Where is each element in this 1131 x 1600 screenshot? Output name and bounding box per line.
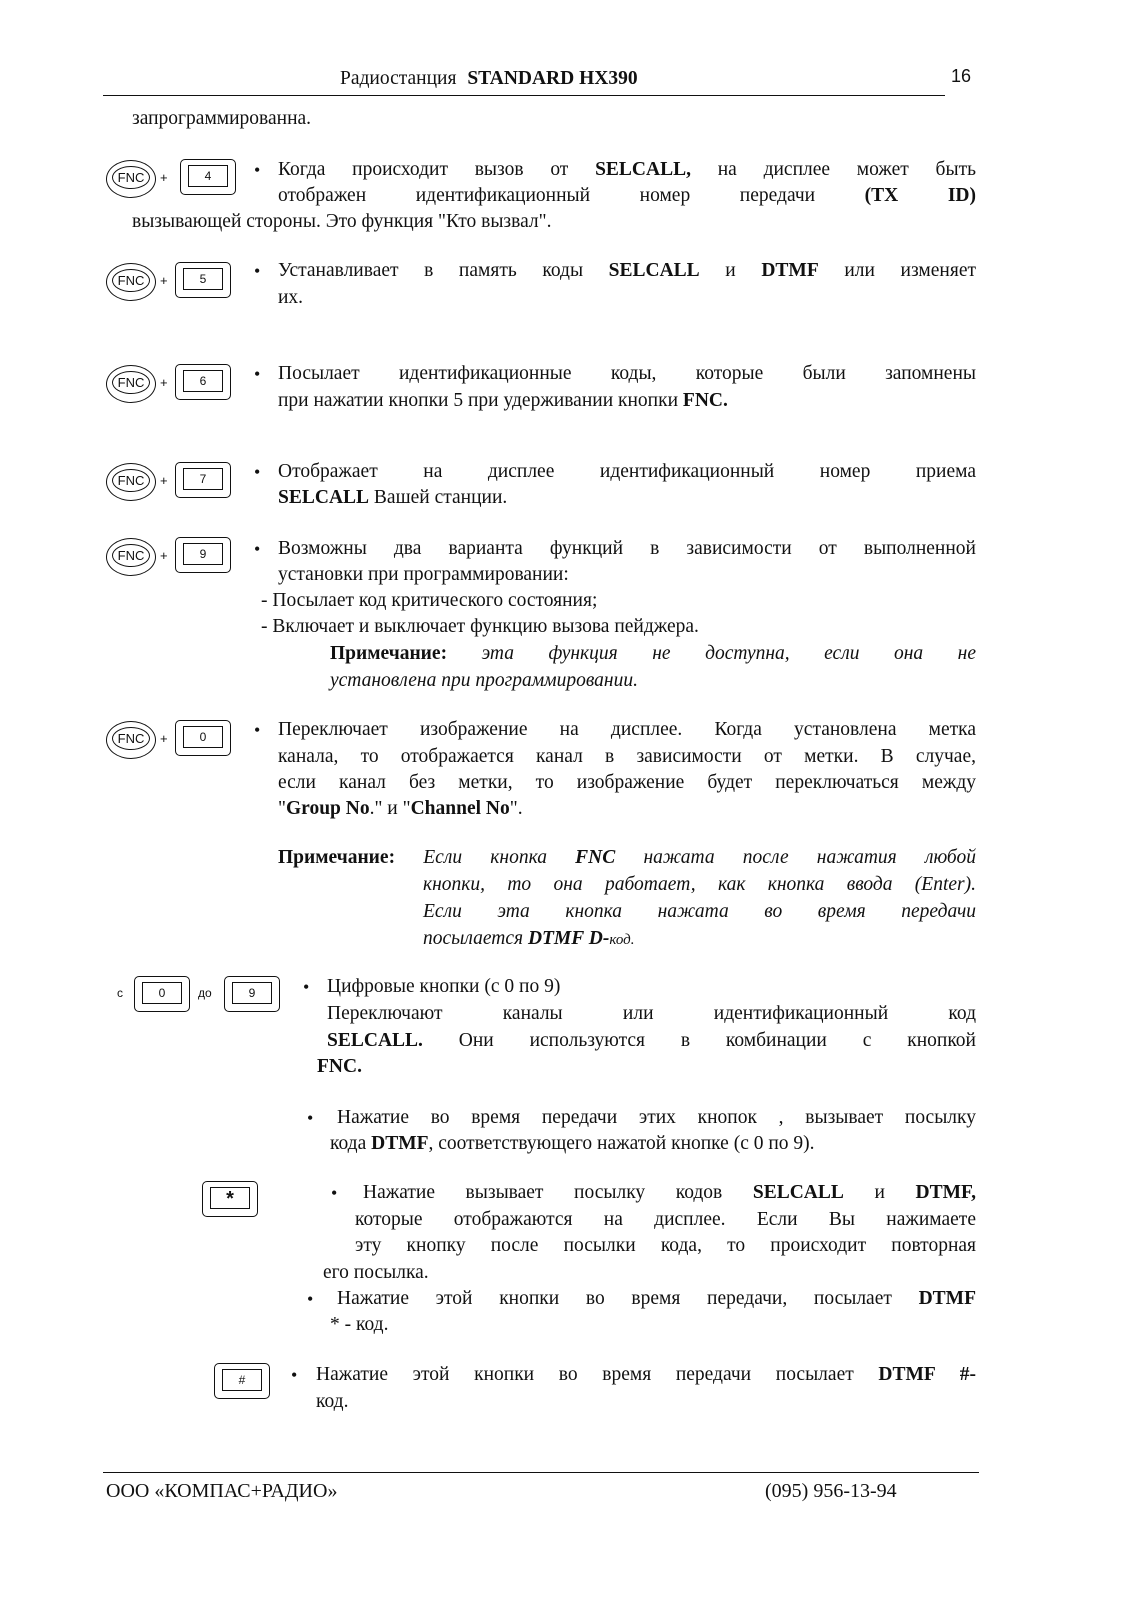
- fnc6-line1: Посылает идентификационные коды, которые были запомнены: [278, 363, 976, 384]
- bullet: •: [254, 261, 261, 281]
- page-number: 16: [951, 66, 972, 86]
- fnc0-note-line3: Если эта кнопка нажата во время передачи: [423, 901, 976, 922]
- to-label: до: [198, 986, 212, 1000]
- fnc0-note-line4: посылается DTMF D-код.: [423, 928, 635, 949]
- fnc9-line3: - Посылает код критического состояния;: [261, 590, 598, 611]
- plus-sign: +: [160, 273, 168, 288]
- fnc4-line2: отображен идентификационный номер передачи (TX ID): [278, 185, 976, 206]
- fnc-key-icon: FNC: [106, 721, 156, 759]
- bullet: •: [307, 1289, 314, 1309]
- star-b2-line2: * - код.: [330, 1314, 389, 1335]
- digits-b2-line1: Нажатие во время передачи этих кнопок , вызывает посылку: [337, 1107, 976, 1128]
- fnc6-line2: при нажатии кнопки 5 при удерживании кнопки FNC.: [278, 390, 728, 411]
- hash-line2: код.: [316, 1391, 349, 1412]
- star-line4: его посылка.: [323, 1262, 429, 1283]
- fnc-key-icon: FNC: [106, 463, 156, 501]
- hash-key-icon: #: [214, 1363, 270, 1399]
- footer-phone: (095) 956-13-94: [765, 1480, 897, 1502]
- fnc0-note-line1: Примечание: Если кнопка FNC нажата после нажатия любой: [278, 847, 976, 868]
- bullet: •: [307, 1108, 314, 1128]
- fnc5-line1: Устанавливает в память коды SELCALL и DTMF или изменяет: [278, 260, 976, 281]
- fnc9-note-line2: установлена при программировании.: [330, 670, 638, 691]
- digits-line4: FNC.: [317, 1056, 362, 1077]
- plus-sign: +: [160, 473, 168, 488]
- fnc9-note-line1: Примечание: эта функция не доступна, если она не: [330, 643, 976, 664]
- page-header-title: [340, 66, 638, 92]
- fnc-key-icon: FNC: [106, 538, 156, 576]
- plus-sign: +: [160, 548, 168, 563]
- key-0-icon: 0: [175, 720, 231, 756]
- plus-sign: +: [160, 731, 168, 746]
- from-label: с: [117, 986, 123, 1000]
- fnc0-line1: Переключает изображение на дисплее. Когда установлена метка: [278, 719, 976, 740]
- digits-line2: Переключают каналы или идентификационный код: [327, 1003, 976, 1024]
- fnc0-line4: "Group No." и "Channel No".: [278, 798, 523, 819]
- bullet: •: [303, 977, 310, 997]
- bullet: •: [254, 539, 261, 559]
- fnc0-note-line2: кнопки, то она работает, как кнопка ввода (Enter).: [423, 874, 976, 895]
- fnc9-line4: - Включает и выключает функцию вызова пейджера.: [261, 616, 699, 637]
- fnc5-line2: их.: [278, 287, 304, 308]
- star-key-icon: *: [202, 1181, 258, 1217]
- bullet: •: [331, 1183, 338, 1203]
- fnc0-line2: канала, то отображается канал в зависимости от метки. В случае,: [278, 746, 976, 767]
- bullet: •: [291, 1365, 298, 1385]
- key-0-icon: 0: [134, 976, 190, 1012]
- key-7-icon: 7: [175, 462, 231, 498]
- star-line3: эту кнопку после посылки кода, то происходит повторная: [355, 1235, 976, 1256]
- digits-b2-line2: кода DTMF, соответствующего нажатой кнопке (с 0 по 9).: [330, 1133, 815, 1154]
- star-line1: Нажатие вызывает посылку кодов SELCALL и DTMF,: [363, 1182, 977, 1203]
- key-5-icon: 5: [175, 262, 231, 298]
- hash-line1: Нажатие этой кнопки во время передачи посылает DTMF #-: [316, 1364, 976, 1385]
- bullet: •: [254, 160, 261, 180]
- key-6-icon: 6: [175, 364, 231, 400]
- fnc0-line3: если канал без метки, то изображение будет переключаться между: [278, 772, 976, 793]
- header-model: STANDARD HX390: [467, 68, 638, 89]
- digits-line3: SELCALL. Они используются в комбинации с кнопкой: [327, 1030, 976, 1051]
- fnc-key-icon: FNC: [106, 365, 156, 403]
- fnc-key-icon: FNC: [106, 160, 156, 198]
- footer-rule: [103, 1472, 979, 1473]
- fnc7-line2: SELCALL Вашей станции.: [278, 487, 508, 508]
- star-line2: которые отображаются на дисплее. Если Вы нажимаете: [355, 1209, 976, 1230]
- header-prefix: Радиостанция: [340, 68, 457, 89]
- footer-company: ООО «КОМПАС+РАДИО»: [106, 1480, 338, 1502]
- intro-text: запрограммированна.: [132, 108, 312, 129]
- plus-sign: +: [160, 170, 168, 185]
- bullet: •: [254, 364, 261, 384]
- digits-line1: Цифровые кнопки (с 0 по 9): [327, 976, 561, 997]
- bullet: •: [254, 462, 261, 482]
- fnc9-line1: Возможны два варианта функций в зависимости от выполненной: [278, 538, 976, 559]
- key-4-icon: 4: [180, 159, 236, 195]
- bullet: •: [254, 720, 261, 740]
- plus-sign: +: [160, 375, 168, 390]
- star-b2-line1: Нажатие этой кнопки во время передачи, посылает DTMF: [337, 1288, 976, 1309]
- fnc4-line3: вызывающей стороны. Это функция "Кто вызвал".: [132, 211, 552, 232]
- fnc-key-icon: FNC: [106, 263, 156, 301]
- key-9-icon: 9: [224, 976, 280, 1012]
- fnc7-line1: Отображает на дисплее идентификационный номер приема: [278, 461, 976, 482]
- fnc9-line2: установки при программировании:: [278, 564, 569, 585]
- header-rule: [103, 95, 945, 96]
- key-9-icon: 9: [175, 537, 231, 573]
- fnc4-line1: Когда происходит вызов от SELCALL, на дисплее может быть: [278, 159, 976, 180]
